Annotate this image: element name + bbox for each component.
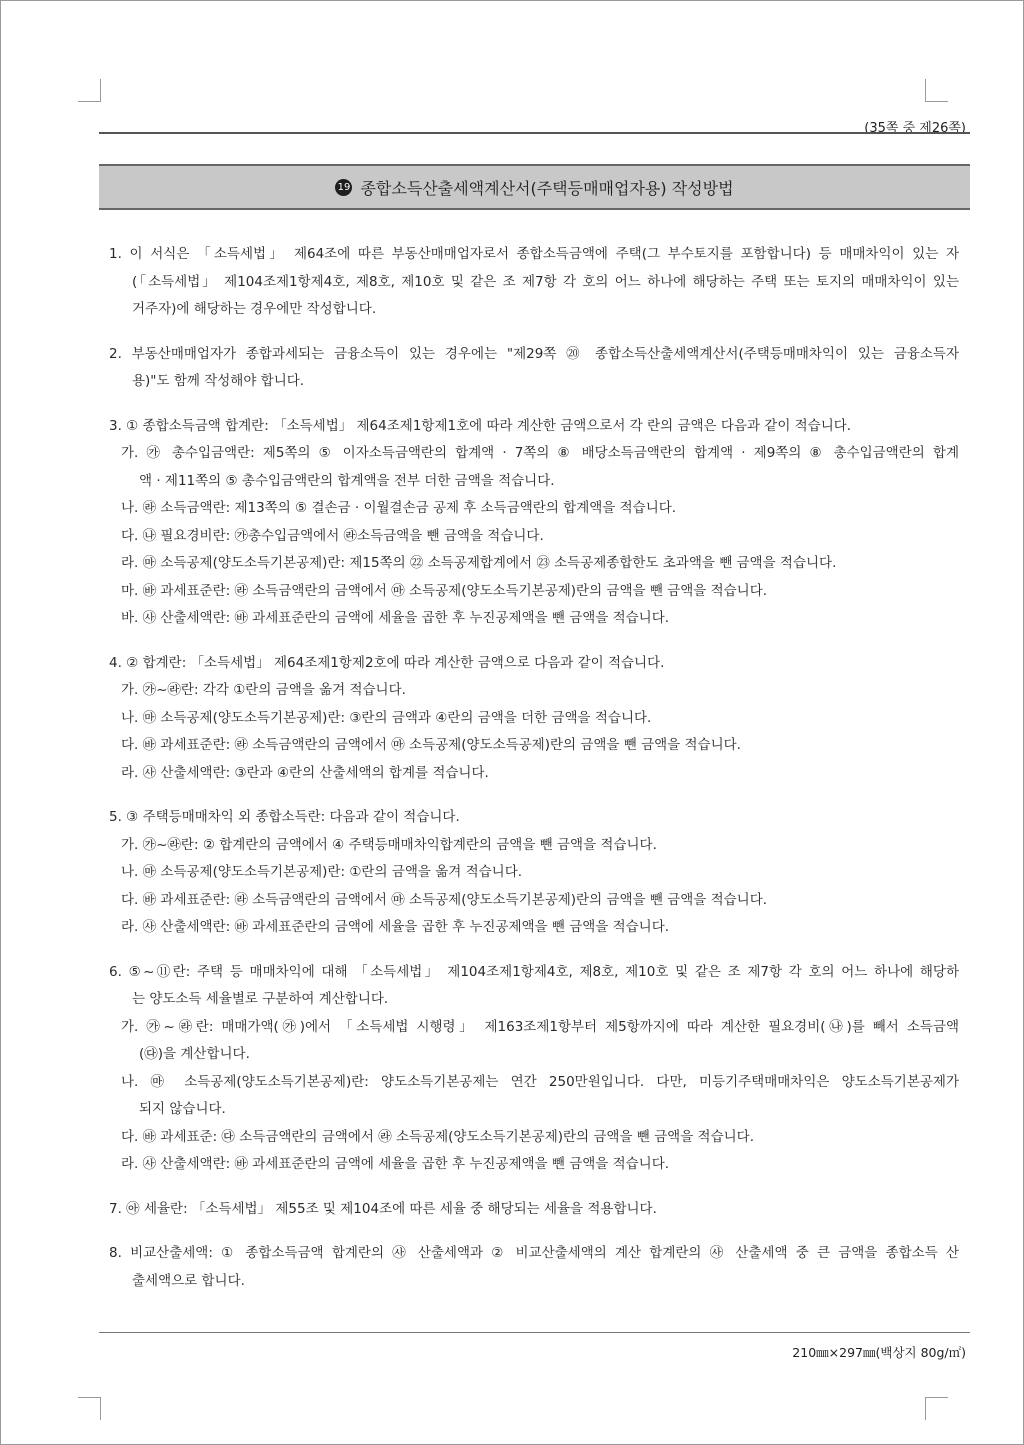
text-line: 라. ㉴ 산출세액란: ㉳ 과세표준란의 금액에 세율을 곱한 후 누진공제액을 뺀 금액을 적습니다.: [121, 919, 670, 935]
text-line: 다. ㉯ 필요경비란: ㉮총수입금액에서 ㉱소득금액을 뺀 금액을 적습니다.: [121, 527, 544, 544]
text-line: 라. ㉲ 소득공제(양도소득기본공제)란: 제15쪽의 ㉒ 소득공제합계에서 ㉓ 소득공제종합한도 초과액을 뺀 금액을 적습니다.: [121, 555, 837, 571]
title-number-badge: 19: [335, 179, 352, 196]
instruction-item-6: [109, 959, 959, 1179]
instruction-item-3: [109, 413, 959, 633]
text-line: 라. ㉴ 산출세액란: ㉳ 과세표준란의 금액에 세율을 곱한 후 누진공제액을 뺀 금액을 적습니다.: [121, 1156, 670, 1172]
header-divider: [99, 132, 970, 134]
crop-mark-top-right: [925, 79, 948, 102]
text-line: 1. 이 서식은 「소득세법」 제64조에 따른 부동산매매업자로서 종합소득금액에 주택(그 부수토지를 포함합니다) 등 매매차익이 있는 자: [109, 246, 959, 262]
text-line: (「소득세법」 제104조제1항제4호, 제8호, 제10호 및 같은 조 제7항 각 호의 어느 하나에 해당하는 주택 또는 토지의 매매차익이 있는: [132, 273, 959, 290]
text-line: 마. ㉳ 과세표준란: ㉱ 소득금액란의 금액에서 ㉲ 소득공제(양도소득기본공제)란의 금액을 뺀 금액을 적습니다.: [121, 582, 768, 599]
text-line: 5. ③ 주택등매매차익 외 종합소득란: 다음과 같이 적습니다.: [109, 809, 460, 825]
instruction-item-8: [109, 1240, 959, 1295]
text-line: 출세액으로 합니다.: [132, 1272, 245, 1289]
text-line: 나. ㉲ 소득공제(양도소득기본공제)란: ①란의 금액을 옮겨 적습니다.: [121, 864, 523, 880]
text-line: 다. ㉳ 과세표준란: ㉱ 소득금액란의 금액에서 ㉲ 소득공제(양도소득공제)란의 금액을 뺀 금액을 적습니다.: [121, 737, 741, 753]
text-line: 라. ㉴ 산출세액란: ③란과 ④란의 산출세액의 합계를 적습니다.: [121, 764, 489, 781]
text-line: 다. ㉳ 과세표준란: ㉱ 소득금액란의 금액에서 ㉲ 소득공제(양도소득기본공제)란의 금액을 뺀 금액을 적습니다.: [121, 891, 768, 908]
instructions-body: [109, 241, 959, 1312]
text-line: 나. ㉲ 소득공제(양도소득기본공제)란: 양도소득기본공제는 연간 250만원입니다. 다만, 미등기주택매매차익은 양도소득기본공제가: [121, 1073, 959, 1090]
text-line: 가. ㉮ 총수입금액란: 제5쪽의 ⑤ 이자소득금액란의 합계액 · 7쪽의 ⑧ 배당소득금액란의 합계액 · 제9쪽의 ⑧ 총수입금액란의 합계: [121, 445, 959, 461]
text-line: 거주자)에 해당하는 경우에만 작성합니다.: [132, 301, 377, 317]
instruction-item-4: [109, 650, 959, 788]
text-line: 2. 부동산매매업자가 종합과세되는 금융소득이 있는 경우에는 "제29쪽 ⑳ 종합소득산출세액계산서(주택등매매차익이 있는 금융소득자: [109, 345, 959, 362]
instruction-item-7: [109, 1196, 959, 1224]
text-line: (㉰)을 계산합니다.: [139, 1046, 250, 1062]
paper-spec: 210㎜×297㎜(백상지 80g/㎡): [792, 1345, 966, 1360]
footer-divider: [99, 1332, 970, 1333]
instruction-item-5: [109, 804, 959, 942]
section-title-bar: [99, 164, 970, 210]
text-line: 나. ㉲ 소득공제(양도소득기본공제)란: ③란의 금액과 ④란의 금액을 더한 금액을 적습니다.: [121, 709, 652, 726]
text-line: 액 · 제11쪽의 ⑤ 총수입금액란의 합계액을 전부 더한 금액을 적습니다.: [139, 472, 555, 489]
text-line: 나. ㉱ 소득금액란: 제13쪽의 ⑤ 결손금 · 이월결손금 공제 후 소득금액란의 합계액을 적습니다.: [121, 500, 677, 516]
instruction-item-2: [109, 341, 959, 396]
text-line: 용)"도 함께 작성해야 합니다.: [132, 373, 305, 389]
text-line: 3. ① 종합소득금액 합계란: 「소득세법」 제64조제1항제1호에 따라 계산한 금액으로서 각 란의 금액은 다음과 같이 적습니다.: [109, 417, 852, 434]
crop-mark-bottom-left: [78, 1397, 101, 1420]
text-line: 8. 비교산출세액: ① 종합소득금액 합계란의 ㉴ 산출세액과 ② 비교산출세액의 계산 합계란의 ㉴ 산출세액 중 큰 금액을 종합소득 산: [109, 1245, 959, 1261]
instruction-item-1: [109, 241, 959, 324]
text-line: 는 양도소득 세율별로 구분하여 계산합니다.: [132, 991, 389, 1007]
text-line: 6. ⑤~⑪란: 주택 등 매매차익에 대해 「소득세법」 제104조제1항제4호, 제8호, 제10호 및 같은 조 제7항 각 호의 어느 하나에 해당하: [109, 963, 959, 980]
text-line: 되지 않습니다.: [139, 1101, 226, 1117]
text-line: 7. ㉵ 세율란: 「소득세법」 제55조 및 제104조에 따른 세율 중 해당되는 세율을 적용합니다.: [109, 1200, 657, 1217]
crop-mark-top-left: [78, 79, 101, 102]
text-line: 바. ㉴ 산출세액란: ㉳ 과세표준란의 금액에 세율을 곱한 후 누진공제액을 뺀 금액을 적습니다.: [121, 610, 670, 626]
section-title: 종합소득산출세액계산서(주택등매매업자용) 작성방법: [360, 178, 734, 198]
text-line: 가. ㉮~㉱란: 각각 ①란의 금액을 옮겨 적습니다.: [121, 682, 406, 698]
text-line: 가. ㉮~㉱란: ② 합계란의 금액에서 ④ 주택등매매차익합계란의 금액을 뺀 금액을 적습니다.: [121, 836, 657, 853]
text-line: 다. ㉳ 과세표준: ㉰ 소득금액란의 금액에서 ㉱ 소득공제(양도소득기본공제)란의 금액을 뺀 금액을 적습니다.: [121, 1128, 755, 1145]
text-line: 4. ② 합계란: 「소득세법」 제64조제1항제2호에 따라 계산한 금액으로 다음과 같이 적습니다.: [109, 654, 665, 671]
page-number: (35쪽 중 제26쪽): [864, 121, 966, 136]
text-line: 가. ㉮~㉱란: 매매가액(㉮)에서 「소득세법 시행령」 제163조제1항부터 제5항까지에 따라 계산한 필요경비(㉯)를 빼서 소득금액: [121, 1018, 959, 1035]
crop-mark-bottom-right: [925, 1397, 948, 1420]
